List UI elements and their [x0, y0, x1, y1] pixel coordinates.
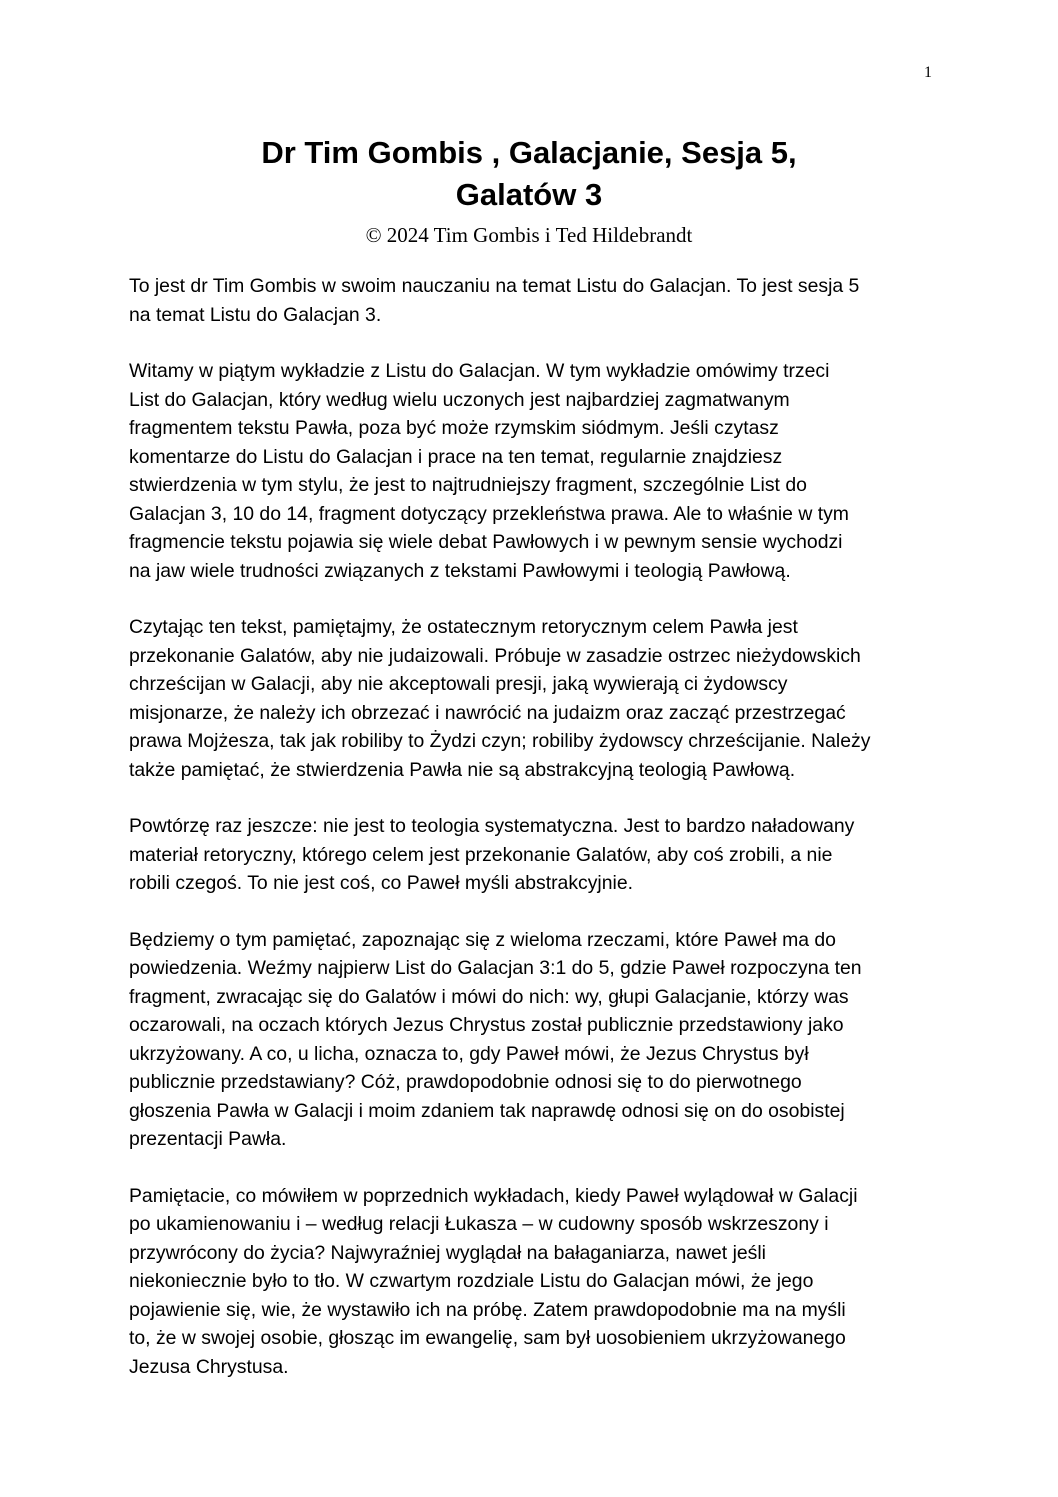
text-line: fragment, zwracając się do Galatów i mówi do nich: wy, głupi Galacjanie, którzy was	[129, 985, 849, 1008]
text-line: Czytając ten tekst, pamiętajmy, że ostatecznym retorycznym celem Pawła jest	[129, 616, 798, 638]
text-line: to, że w swojej osobie, głosząc im ewangelię, sam był uosobieniem ukrzyżowanego	[129, 1327, 846, 1349]
text-line: fragmentem tekstu Pawła, poza być może rzymskim siódmym. Jeśli czytasz	[129, 417, 779, 439]
paragraph-4	[129, 812, 929, 898]
text-line: stwierdzenia w tym stylu, że jest to najtrudniejszy fragment, szczególnie List do	[129, 474, 807, 496]
text-line: niekoniecznie było to tło. W czwartym rozdziale Listu do Galacjan mówi, że jego	[129, 1270, 814, 1292]
document-body	[129, 272, 929, 1409]
paragraph-6	[129, 1182, 929, 1382]
text-line: Powtórzę raz jeszcze: nie jest to teologia systematyczna. Jest to bardzo naładowany	[129, 815, 855, 837]
text-line: materiał retoryczny, którego celem jest przekonanie Galatów, aby coś zrobili, a nie	[129, 843, 833, 866]
text-line: misjonarze, że należy ich obrzezać i nawrócić na judaizm oraz zacząć przestrzegać	[129, 701, 846, 724]
title-line-2: Galatów 3	[455, 177, 603, 212]
text-line: robili czegoś. To nie jest coś, co Paweł myśli abstrakcyjnie.	[129, 872, 634, 894]
text-line: pojawienie się, wie, że wystawiło ich na próbę. Zatem prawdopodobnie ma na myśli	[129, 1298, 846, 1321]
text-line: prezentacji Pawła.	[129, 1128, 287, 1150]
text-line: chrześcijan w Galacji, aby nie akceptowali presji, jaką wywierają ci żydowscy	[129, 673, 788, 695]
text-line: ukrzyżowany. A co, u licha, oznacza to, gdy Paweł mówi, że Jezus Chrystus był	[129, 1042, 809, 1065]
paragraph-1	[129, 272, 929, 329]
text-line: Galacjan 3, 10 do 14, fragment dotyczący przekleństwa prawa. Ale to właśnie w tym	[129, 502, 849, 525]
title-line-1: Dr Tim Gombis , Galacjanie, Sesja 5,	[261, 135, 797, 170]
text-line: przywrócony do życia? Najwyraźniej wyglądał na bałaganiarza, nawet jeśli	[129, 1241, 766, 1264]
page-number: 1	[924, 64, 932, 81]
text-line: po ukamienowaniu i – według relacji Łukasza – w cudowny sposób wskrzeszony i	[129, 1213, 829, 1235]
paragraph-5	[129, 926, 929, 1154]
text-line: List do Galacjan, który według wielu uczonych jest najbardziej zagmatwanym	[129, 388, 790, 411]
text-line: głoszenia Pawła w Galacji i moim zdaniem tak naprawdę odnosi się on do osobistej	[129, 1099, 845, 1122]
text-line: prawa Mojżesza, tak jak robiliby to Żydzi czyn; robiliby żydowscy chrześcijanie. Należy	[129, 730, 871, 752]
text-line: Witamy w piątym wykładzie z Listu do Galacjan. W tym wykładzie omówimy trzeci	[129, 360, 830, 382]
text-line: Pamiętacie, co mówiłem w poprzednich wykładach, kiedy Paweł wylądował w Galacji	[129, 1184, 858, 1207]
copyright-notice: © 2024 Tim Gombis i Ted Hildebrandt	[365, 223, 693, 247]
text-line: Jezusa Chrystusa.	[129, 1355, 289, 1378]
text-line: publicznie przedstawiany? Cóż, prawdopodobnie odnosi się to do pierwotnego	[129, 1071, 802, 1093]
paragraph-3	[129, 613, 929, 784]
text-line: przekonanie Galatów, aby nie judaizowali. Próbuje w zasadzie ostrzec nieżydowskich	[129, 644, 861, 667]
text-line: komentarze do Listu do Galacjan i prace na ten temat, regularnie znajdziesz	[129, 445, 783, 468]
text-line: na temat Listu do Galacjan 3.	[129, 303, 382, 326]
document-title	[100, 132, 958, 216]
text-line: Będziemy o tym pamiętać, zapoznając się z wieloma rzeczami, które Paweł ma do	[129, 928, 836, 951]
text-line: także pamiętać, że stwierdzenia Pawła nie są abstrakcyjną teologią Pawłową.	[129, 758, 796, 781]
text-line: oczarowali, na oczach których Jezus Chrystus został publicznie przedstawiony jako	[129, 1014, 844, 1036]
text-line: powiedzenia. Weźmy najpierw List do Galacjan 3:1 do 5, gdzie Paweł rozpoczyna ten	[129, 957, 862, 979]
text-line: To jest dr Tim Gombis w swoim nauczaniu na temat Listu do Galacjan. To jest sesja 5	[129, 275, 860, 297]
text-line: fragmencie tekstu pojawia się wiele debat Pawłowych i w pewnym sensie wychodzi	[129, 531, 843, 553]
text-line: na jaw wiele trudności związanych z tekstami Pawłowymi i teologią Pawłową.	[129, 559, 791, 582]
paragraph-2	[129, 357, 929, 585]
